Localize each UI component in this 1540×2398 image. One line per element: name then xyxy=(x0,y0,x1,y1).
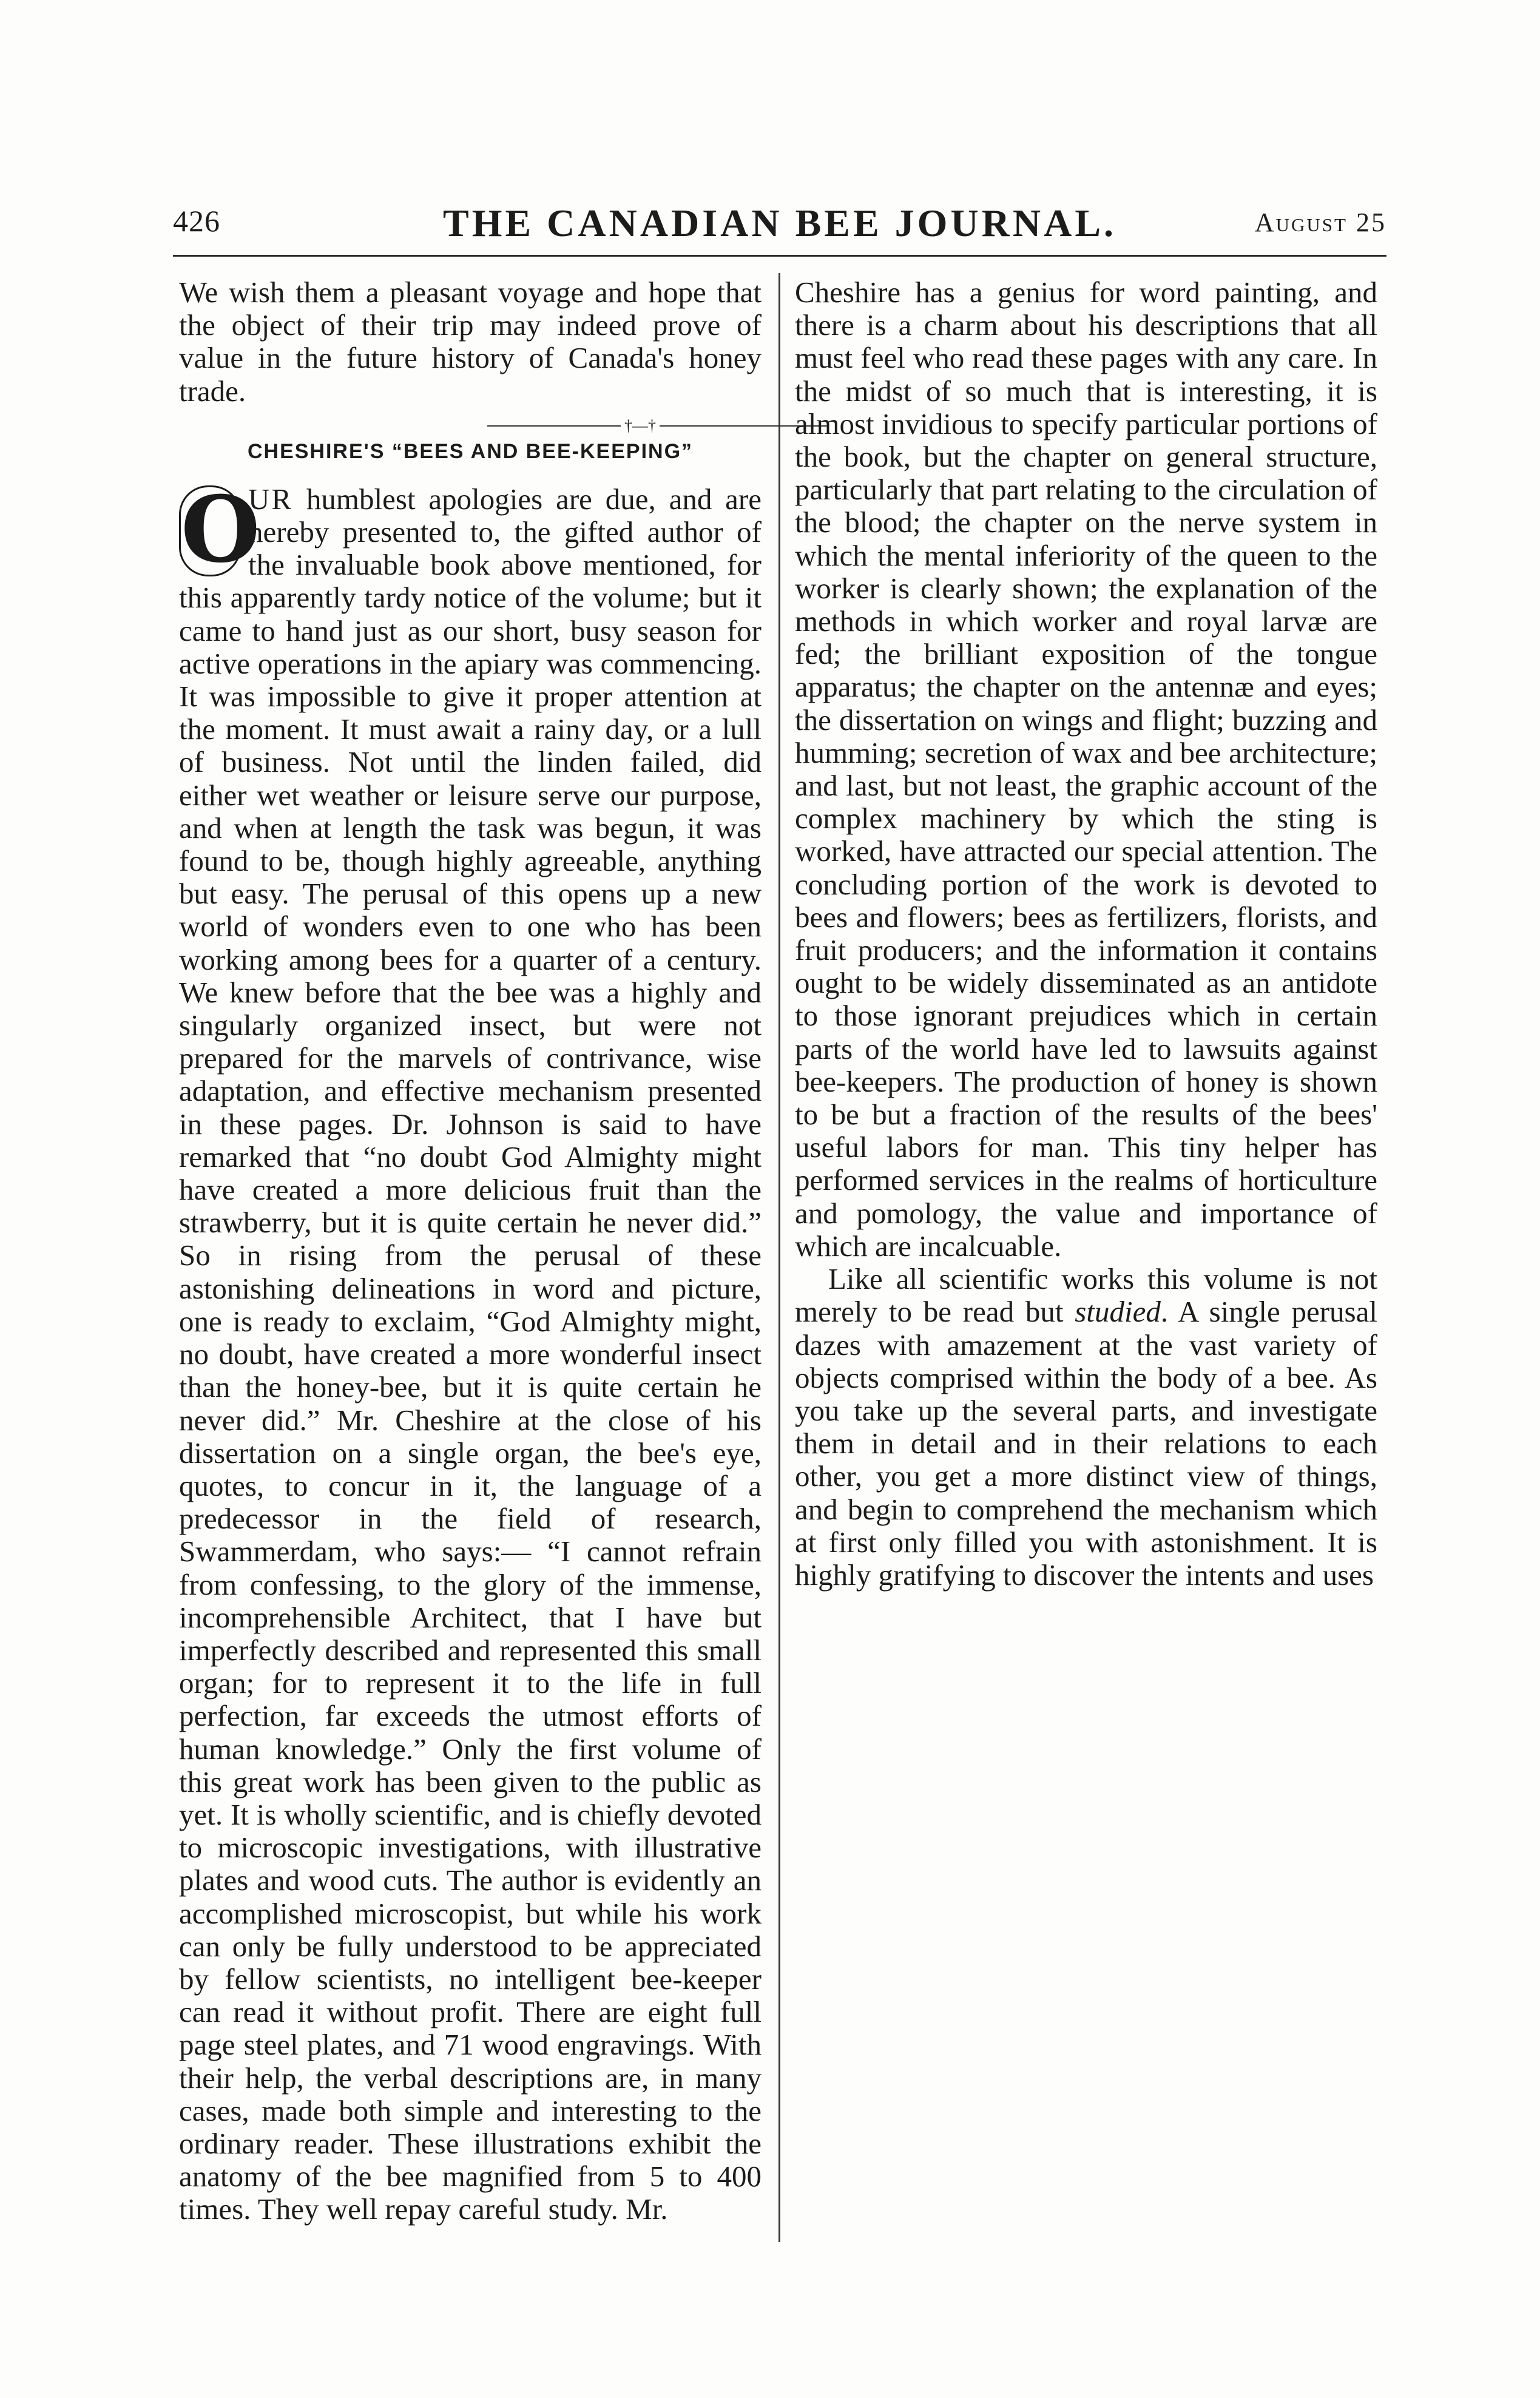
lead-caps: UR xyxy=(248,482,294,516)
right-column xyxy=(795,276,1377,1592)
running-head xyxy=(173,203,1386,246)
header-rule xyxy=(173,255,1386,257)
intro-paragraph: We wish them a pleasant voyage and hope that the object of their trip may indeed prove of value in the future history of Canada's honey trade. xyxy=(179,275,762,408)
left-column xyxy=(179,276,762,2226)
issue-date: August 25 xyxy=(1254,208,1386,237)
para1-left-text: humblest apologies are due, and are hereby presented to, the gifted author of the invaluable book above mentioned, for this apparently tardy notice of the volume; but it came to hand just as our short, busy season for active operations in the apiary was commencing. It was impossible to give it proper attention at the moment. It must await a rainy day, or a lull of business. Not until the linden failed, did either wet weather or leisure serve our purpose, and when at length the task was begun, it was found to be, though highly agreeable, anything but easy. The perusal of this opens up a new world of wonders even to one who has been working among bees for a quarter of a century. We knew before that the bee was a highly and singularly organized insect, but were not prepared for the marvels of contrivance, wise adaptation, and effective mechanism presented in these pages. Dr. Johnson is said to have remarked that “no doubt God Almighty might have created a more delicious fruit than the strawberry, but it is quite certain he never did.” So in rising from the perusal of these astonishing delineations in word and picture, one is ready to exclaim, “God Almighty might, no doubt, have created a more wonderful insect than the honey-bee, but it is quite certain he never did.” Mr. Cheshire at the close of his dissertation on a single organ, the bee's eye, quotes, to concur in it, the language of a predecessor in the field of research, Swammerdam, who says:— “I cannot refrain from confessing, to the glory of the immense, incomprehensible Architect, that I have but imperfectly described and represented this small organ; for to represent it to the life in full perfection, far exceeds the utmost efforts of human knowledge.” Only the first volume of this great work has been given to the public as yet. It is wholly scientific, and is chiefly devoted to microscopic investigations, with illustrative plates and wood cuts. The author is evidently an accomplished microscopist, but while his work can only be fully understood to be appreciated by fellow scientists, no intelligent bee-keeper can read it without profit. There are eight full page steel plates, and 71 wood engravings. With their help, the verbal descriptions are, in many cases, made both simple and interesting to the ordinary reader. These illustrations exhibit the anatomy of the bee magnified from 5 to 400 times. They well repay careful study. Mr. xyxy=(179,482,762,2226)
review-paragraph-2 xyxy=(795,1263,1377,1592)
drop-cap-o: O xyxy=(179,485,241,576)
review-heading: CHESHIRE'S “BEES AND BEE-KEEPING” xyxy=(247,439,694,463)
para2-emphasis: studied xyxy=(1075,1295,1161,1329)
review-body-part-2 xyxy=(795,276,1377,1263)
column-divider xyxy=(778,273,780,2242)
para2-text-after: . A single perusal dazes with amazement at the vast variety of objects comprised within the body of a bee. As you take up the several parts, and investigate them in detail and in their relations to each other, you get a more distinct view of things, and begin to comprehend the mechanism which at first only filled you with astonishment. It is highly gratifying to discover the intents and uses xyxy=(795,1295,1377,1592)
journal-title: THE CANADIAN BEE JOURNAL. xyxy=(443,201,1116,245)
review-body-part-1 xyxy=(179,476,762,2226)
para1-right-text: Cheshire has a genius for word painting, and there is a charm about his descriptions that all must feel who read these pages with any care. In the midst of so much that is interesting, it is almost invidious to specify particular portions of the book, but the chapter on general structure, particularly that part relating to the circulation of the blood; the chapter on the nerve system in which the mental inferiority of the queen to the worker is clearly shown; the explanation of the methods in which worker and royal larvæ are fed; the brilliant exposition of the tongue apparatus; the chapter on the antennæ and eyes; the dissertation on wings and flight; buzzing and humming; secretion of wax and bee architecture; and last, but not least, the graphic account of the complex machinery by which the sting is worked, have attracted our special attention. The concluding portion of the work is devoted to bees and flowers; bees as fertilizers, florists, and fruit producers; and the information it contains ought to be widely disseminated as an antidote to those ignorant prejudices which in certain parts of the world have led to lawsuits against bee-keepers. The production of honey is shown to be but a fraction of the results of the bees' useful labors for man. This tiny helper has performed services in the realms of horticulture and pomology, the value and importance of which are incalcuable. xyxy=(795,275,1377,1263)
section-ornament xyxy=(179,414,762,432)
para2-text-before: Like all scientific works this volume is not merely to be read but xyxy=(795,1262,1377,1329)
ornament-dagger-icon: †—† xyxy=(621,417,660,435)
page-number: 426 xyxy=(173,204,220,238)
